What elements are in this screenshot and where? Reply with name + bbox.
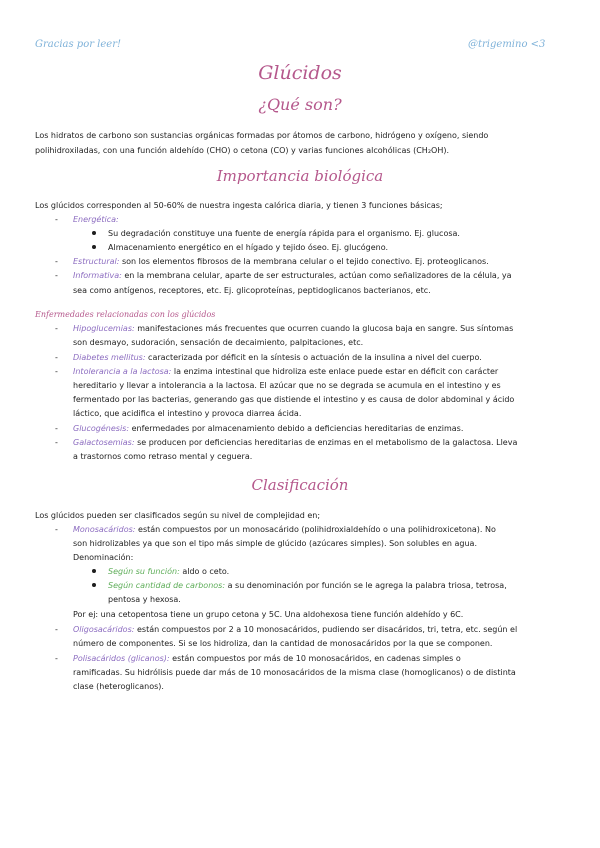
estructural-text: son los elementos fibrosos de la membrana celular o el tejido conectivo. Ej. proteoglicanos. bbox=[119, 257, 489, 266]
intolerancia-text-1: la enzima intestinal que hidroliza este enlace puede estar en déficit con carácter bbox=[171, 367, 499, 376]
item-polisacaridos bbox=[73, 653, 461, 664]
item-monosacaridos bbox=[73, 524, 496, 535]
term-polisacaridos: Polisacáridos (glicanos): bbox=[73, 654, 170, 663]
dash-bullet: - bbox=[55, 353, 58, 362]
bullet-dot bbox=[92, 245, 96, 249]
section-heading-importance: Importancia biológica bbox=[216, 167, 384, 185]
term-glucogenosis: Glucogénesis: bbox=[73, 424, 130, 433]
importance-intro: Los glúcidos corresponden al 50-60% de nuestra ingesta calórica diaria, y tienen 3 funciones básicas; bbox=[35, 201, 443, 210]
header-right-handle: @trigemino <3 bbox=[468, 39, 546, 50]
term-segun-funcion: Según su función: bbox=[108, 567, 180, 576]
galacto-text-2: a trastornos como retraso mental y ceguera. bbox=[73, 452, 253, 461]
mono-text-2: son hidrolizables ya que son el tipo más simple de glúcido (azúcares simples). Son solubles en agua. bbox=[73, 539, 477, 548]
item-diabetes bbox=[73, 352, 482, 363]
dash-bullet: - bbox=[55, 438, 58, 447]
dash-bullet: - bbox=[55, 654, 58, 663]
energetica-bullet-2: Almacenamiento energético en el hígado y tejido óseo. Ej. glucógeno. bbox=[108, 243, 389, 252]
term-oligosacaridos: Oligosacáridos: bbox=[73, 625, 135, 634]
oligo-text-1: están compuestos por 2 a 10 monosacáridos, pudiendo ser disacáridos, tri, tetra, etc. según el bbox=[134, 625, 518, 634]
dash-bullet: - bbox=[55, 215, 58, 224]
item-glucogenosis bbox=[73, 423, 463, 434]
galacto-text-1: se producen por deficiencias hereditarias de enzimas en el metabolismo de la galactosa. Lleva bbox=[134, 438, 518, 447]
term-informativa: Informativa: bbox=[73, 271, 122, 280]
page-title: Glúcidos bbox=[258, 62, 342, 84]
dash-bullet: - bbox=[55, 367, 58, 376]
classification-intro: Los glúcidos pueden ser clasificados según su nivel de complejidad en; bbox=[35, 511, 321, 520]
glucogenosis-text: enfermedades por almacenamiento debido a deficiencias hereditarias de enzimas. bbox=[129, 424, 464, 433]
oligo-text-2: número de componentes. Si se los hidroliza, dan la cantidad de monosacáridos por la que se componen. bbox=[73, 639, 493, 648]
item-intolerancia bbox=[73, 366, 498, 377]
what-paragraph-line-2: polihidroxiladas, con una función aldehído (CHO) o cetona (CO) y varias funciones alcohólicas (CH₂OH). bbox=[35, 146, 449, 155]
term-estructural: Estructural: bbox=[73, 257, 120, 266]
poli-text-2: ramificadas. Su hidrólisis puede dar más de 10 monosacáridos de la misma clase (homoglicanos) o de distinta bbox=[73, 668, 516, 677]
item-estructural bbox=[73, 256, 489, 267]
bullet-dot bbox=[92, 583, 96, 587]
item-informativa bbox=[73, 270, 512, 281]
mono-bullet-carbonos bbox=[108, 580, 507, 591]
subheading-diseases: Enfermedades relacionadas con los glúcidos bbox=[35, 310, 216, 319]
term-intolerancia: Intolerancia a la lactosa: bbox=[73, 367, 172, 376]
dash-bullet: - bbox=[55, 271, 58, 280]
poli-text-1: están compuestos por más de 10 monosacáridos, en cadenas simples o bbox=[169, 654, 461, 663]
mono-example: Por ej: una cetopentosa tiene un grupo cetona y 5C. Una aldohexosa tiene función aldehído y 6C. bbox=[73, 610, 464, 619]
dash-bullet: - bbox=[55, 257, 58, 266]
carbonos-text-2: pentosa y hexosa. bbox=[108, 595, 181, 604]
section-heading-classification: Clasificación bbox=[251, 476, 349, 494]
dash-bullet: - bbox=[55, 625, 58, 634]
informativa-text-2: sea como antígenos, receptores, etc. Ej. glicoproteínas, peptidoglicanos bacterianos, etc. bbox=[73, 286, 431, 295]
term-diabetes: Diabetes mellitus: bbox=[73, 353, 146, 362]
intolerancia-text-4: láctico, que acidifica el intestino y provoca diarrea ácida. bbox=[73, 409, 302, 418]
mono-text-1: están compuestos por un monosacárido (polihidroxialdehído o una polihidroxicetona). No bbox=[135, 525, 496, 534]
term-energetica: Energética: bbox=[73, 215, 119, 224]
section-heading-what: ¿Qué son? bbox=[258, 95, 342, 114]
diabetes-text: caracterizada por déficit en la síntesis o actuación de la insulina a nivel del cuerpo. bbox=[145, 353, 482, 362]
hipo-text-2: son desmayo, sudoración, sensación de decaimiento, palpitaciones, etc. bbox=[73, 338, 364, 347]
term-galactosemias: Galactosemias: bbox=[73, 438, 135, 447]
dash-bullet: - bbox=[55, 525, 58, 534]
funcion-text: aldo o ceto. bbox=[179, 567, 230, 576]
mono-denominacion: Denominación: bbox=[73, 553, 134, 562]
poli-text-3: clase (heteroglicanos). bbox=[73, 682, 164, 691]
intolerancia-text-3: fermentado por las bacterias, generando gas que distiende el intestino y es causa de dolor abdominal y ácido bbox=[73, 395, 515, 404]
term-hipoglucemias: Hipoglucemias: bbox=[73, 324, 135, 333]
dash-bullet: - bbox=[55, 324, 58, 333]
carbonos-text-1: a su denominación por función se le agrega la palabra triosa, tetrosa, bbox=[225, 581, 507, 590]
term-monosacaridos: Monosacáridos: bbox=[73, 525, 136, 534]
term-segun-carbonos: Según cantidad de carbonos: bbox=[108, 581, 226, 590]
header-left-note: Gracias por leer! bbox=[35, 39, 122, 50]
intolerancia-text-2: hereditario y llevar a intolerancia a la lactosa. El azúcar que no se degrada se acumula en el intestino y es bbox=[73, 381, 501, 390]
item-hipoglucemias bbox=[73, 323, 513, 334]
mono-bullet-funcion bbox=[108, 566, 229, 577]
hipo-text-1: manifestaciones más frecuentes que ocurren cuando la glucosa baja en sangre. Sus síntomas bbox=[134, 324, 514, 333]
what-paragraph-line-1: Los hidratos de carbono son sustancias orgánicas formadas por átomos de carbono, hidrógeno y oxígeno, siendo bbox=[35, 131, 489, 140]
informativa-text-1: en la membrana celular, aparte de ser estructurales, actúan como señalizadores de la célula, ya bbox=[121, 271, 512, 280]
energetica-bullet-1: Su degradación constituye una fuente de energía rápida para el organismo. Ej. glucosa. bbox=[108, 229, 460, 238]
item-galactosemias bbox=[73, 437, 517, 448]
bullet-dot bbox=[92, 569, 96, 573]
item-oligosacaridos bbox=[73, 624, 517, 635]
dash-bullet: - bbox=[55, 424, 58, 433]
bullet-dot bbox=[92, 231, 96, 235]
